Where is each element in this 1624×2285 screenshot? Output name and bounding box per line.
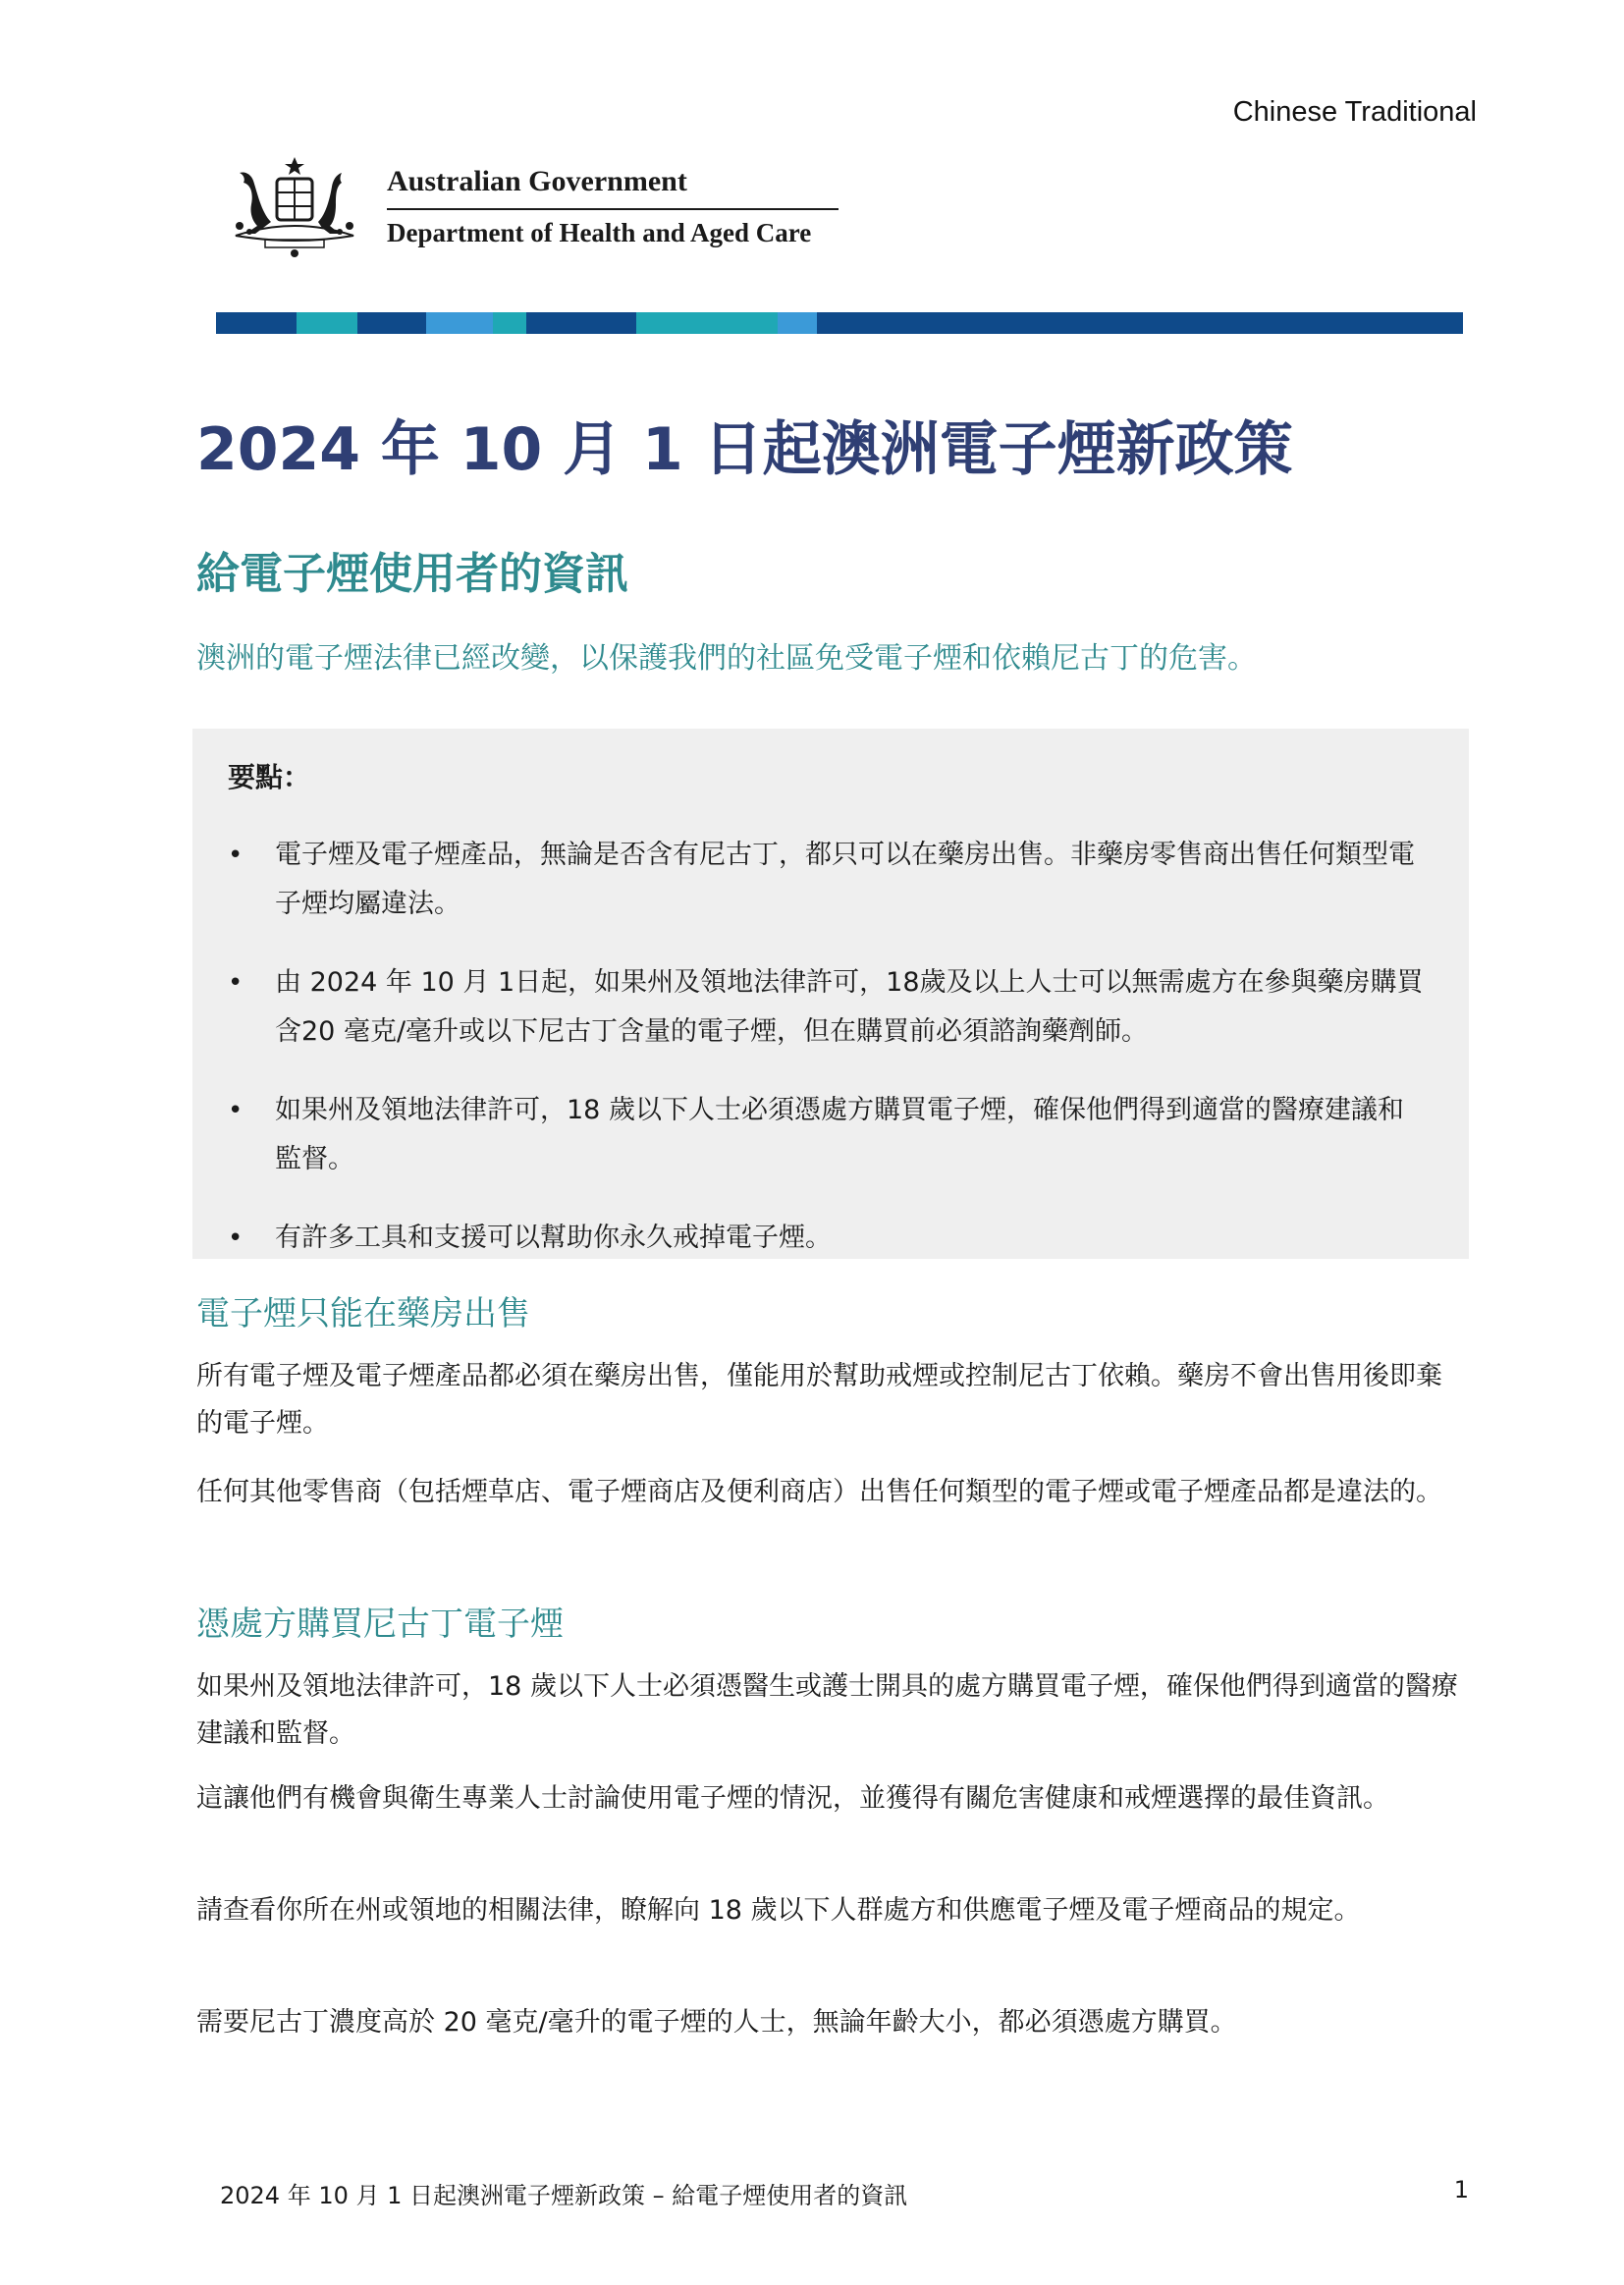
bullet-icon: • — [228, 1096, 244, 1125]
department-name: Department of Health and Aged Care — [387, 217, 812, 247]
list-item — [228, 831, 1430, 929]
list-item-text: 電子煙及電子煙產品，無論是否含有尼古丁，都只可以在藥房出售。非藥房零售商出售任何類型電子煙均屬違法。 — [275, 840, 1415, 919]
paragraph: 任何其他零售商（包括煙草店、電子煙商店及便利商店）出售任何類型的電子煙或電子煙產品都是違法的。 — [196, 1477, 1442, 1507]
footer-title: 2024 年 10 月 1 日起澳洲電子煙新政策 – 給電子煙使用者的資訊 — [220, 2182, 908, 2209]
page-subtitle: 給電子煙使用者的資訊 — [196, 549, 628, 599]
bullet-icon: • — [228, 841, 244, 870]
paragraph: 需要尼古丁濃度高於 20 毫克/毫升的電子煙的人士，無論年齡大小，都必須憑處方購買。 — [196, 2007, 1237, 2038]
list-item-text: 有許多工具和支援可以幫助你永久戒掉電子煙。 — [275, 1223, 832, 1253]
government-name: Australian Government — [387, 165, 839, 210]
section-heading-prescription: 憑處方購買尼古丁電子煙 — [196, 1605, 564, 1644]
paragraph: 請查看你所在州或領地的相關法律，瞭解向 18 歲以下人群處方和供應電子煙及電子煙商品的規定。 — [196, 1895, 1361, 1926]
list-item — [228, 1214, 1430, 1263]
key-points-title: 要點： — [228, 761, 311, 793]
key-points-box — [192, 729, 1469, 1259]
list-item-text: 由 2024 年 10 月 1日起，如果州及領地法律許可，18歲及以上人士可以無需處方在參與藥房購買含20 毫克/毫升或以下尼古丁含量的電子煙，但在購買前必須諮詢藥劑師。 — [275, 967, 1424, 1047]
bullet-icon: • — [228, 968, 244, 998]
intro-text: 澳洲的電子煙法律已經改變，以保護我們的社區免受電子煙和依賴尼古丁的危害。 — [196, 641, 1257, 676]
page-title: 2024 年 10 月 1 日起澳洲電子煙新政策 — [196, 415, 1293, 484]
page-number: 1 — [1453, 2176, 1469, 2203]
paragraph: 所有電子煙及電子煙產品都必須在藥房出售，僅能用於幫助戒煙或控制尼古丁依賴。藥房不會出售用後即棄的電子煙。 — [196, 1361, 1442, 1439]
bullet-icon: • — [228, 1224, 244, 1253]
government-logo — [216, 147, 839, 265]
list-item — [228, 958, 1430, 1057]
paragraph: 這讓他們有機會與衛生專業人士討論使用電子煙的情況，並獲得有關危害健康和戒煙選擇的最佳資訊。 — [196, 1783, 1389, 1814]
list-item-text: 如果州及領地法律許可，18 歲以下人士必須憑處方購買電子煙，確保他們得到適當的醫療建議和監督。 — [275, 1095, 1404, 1174]
list-item — [228, 1086, 1430, 1184]
decorative-color-bar — [216, 312, 1463, 334]
key-points-list — [228, 831, 1430, 1263]
section-heading-pharmacy-only: 電子煙只能在藥房出售 — [196, 1294, 530, 1333]
paragraph: 如果州及領地法律許可，18 歲以下人士必須憑醫生或護士開具的處方購買電子煙，確保他們得到適當的醫療建議和監督。 — [196, 1671, 1458, 1749]
language-tag: Chinese Traditional — [1232, 96, 1477, 128]
coat-of-arms-icon — [216, 147, 373, 265]
